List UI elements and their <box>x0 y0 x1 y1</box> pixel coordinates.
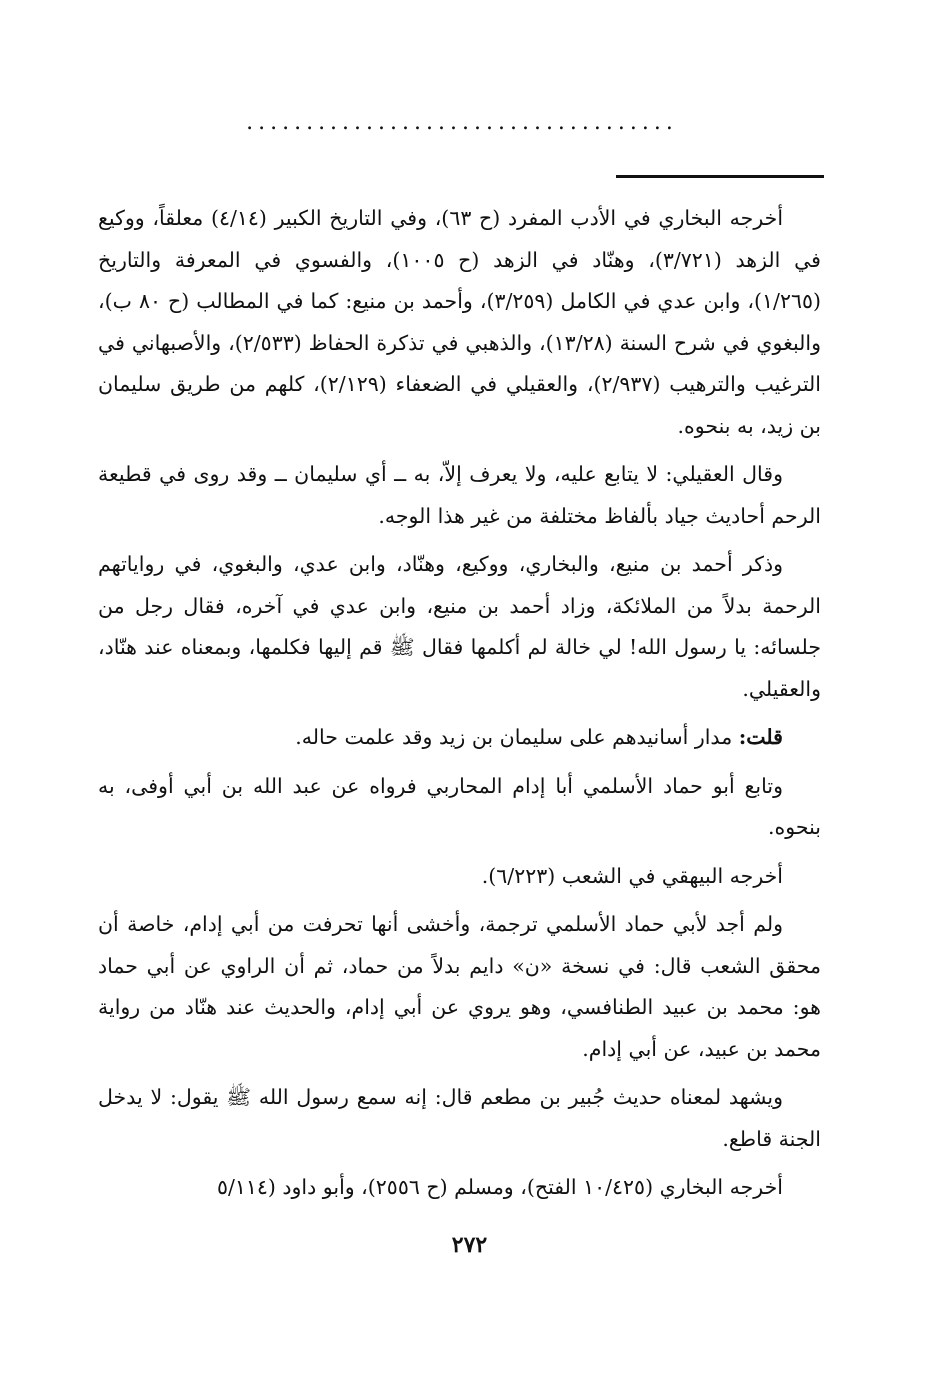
qult-text: مدار أسانيدهم على سليمان بن زيد وقد علمت حاله. <box>295 725 739 749</box>
paragraph-uqayli: وقال العقيلي: لا يتابع عليه، ولا يعرف إلاّ، به ــ أي سليمان ــ وقد روى في قطيعة الرحم أحاديث جياد بألفاظ مختلفة من غير هذا الوجه. <box>98 462 821 528</box>
paragraph-bukhari-muslim: أخرجه البخاري (١٠/٤٢٥ الفتح)، ومسلم (ح ٢٥٥٦)، وأبو داود (٥/١١٤ <box>216 1175 783 1199</box>
paragraph-qult <box>98 717 821 759</box>
paragraph-ahmad-ibn-mani: وذكر أحمد بن منيع، والبخاري، ووكيع، وهنّاد، وابن عدي، والبغوي، في رواياتهم الرحمة بدلاً من الملائكة، وزاد أحمد بن منيع، وابن عدي في آخره، فقال رجل من جلسائه: يا رسول الله! لي خالة لم أكلمها فقال ﷺ قم إليها فكلمها، وبمعناه عند هنّاد، والعقيلي. <box>98 552 821 701</box>
paragraph-abu-hammad: وتابع أبو حماد الأسلمي أبا إدام المحاربي فرواه عن عبد الله بن أبي أوفى، به بنحوه. <box>98 773 821 839</box>
paragraph-jubayr: ويشهد لمعناه حديث جُبير بن مطعم قال: إنه سمع رسول الله ﷺ يقول: لا يدخل الجنة قاطع. <box>98 1085 821 1151</box>
footnote-rule <box>616 175 824 178</box>
page-number: ٢٧٢ <box>451 1232 488 1258</box>
qult-label: قلت: <box>738 725 783 749</box>
dotted-separator: .................................... <box>246 112 678 134</box>
paragraph-takhrij: أخرجه البخاري في الأدب المفرد (ح ٦٣)، وفي التاريخ الكبير (٤/١٤) معلقاً، ووكيع في الزهد (٣/٧٢١)، وهنّاد في الزهد (ح ١٠٠٥)، والفسوي في المعرفة والتاريخ (١/٢٦٥)، وابن عدي في الكامل (٣/٢٥٩)، وأحمد بن منيع: كما في المطالب (ح ٨٠ ب)، والبغوي في شرح السنة (١٣/٢٨)، والذهبي في تذكرة الحفاظ (٢/٥٣٣)، والأصبهاني في الترغيب والترهيب (٢/٩٣٧)، والعقيلي في الضعفاء (٢/١٢٩)، كلهم من طريق سليمان بن زيد، به بنحوه. <box>98 206 821 438</box>
footnote-body <box>98 198 821 1216</box>
paragraph-bayhaqi: أخرجه البيهقي في الشعب (٦/٢٢٣). <box>481 863 783 888</box>
paragraph-tarjama: ولم أجد لأبي حماد الأسلمي ترجمة، وأخشى أنها تحرفت من أبي إدام، خاصة أن محقق الشعب قال: في نسخة «ن» دايم بدلاً من حماد، ثم أن الراوي عن أبي حماد هو: محمد بن عبيد الطنافسي، وهو يروي عن أبي إدام، والحديث عند هنّاد من رواية محمد بن عبيد، عن أبي إدام. <box>98 912 821 1061</box>
